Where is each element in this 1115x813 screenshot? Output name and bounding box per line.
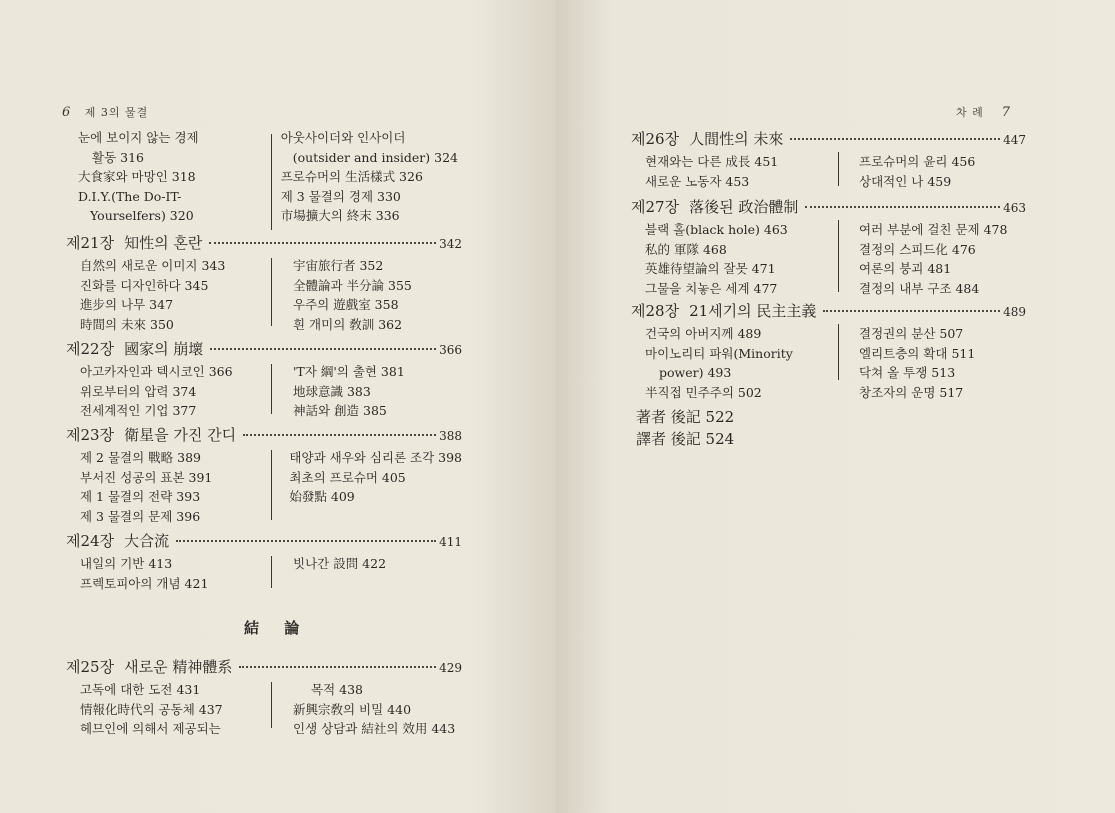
chapter-number: 제25장 — [66, 658, 115, 676]
toc-entry[interactable]: 목적 438 — [311, 682, 363, 697]
toc-entry[interactable]: 半직접 민주주의 502 — [645, 384, 762, 400]
continuation-block — [78, 126, 458, 226]
toc-entry[interactable]: 전세계적인 기업 377 — [80, 403, 197, 418]
dot-leader — [243, 434, 436, 436]
toc-entry[interactable]: 건국의 아버지께 489 — [645, 326, 762, 341]
chapter-title: 人間性의 未來 — [689, 130, 784, 148]
column-divider — [271, 450, 272, 520]
dot-leader — [823, 310, 1000, 312]
toc-entry[interactable]: 여론의 붕괴 481 — [859, 261, 952, 276]
chapter-23 — [66, 424, 462, 526]
toc-entry[interactable]: 進步의 나무 347 — [80, 297, 174, 312]
toc-entry[interactable]: 결정권의 분산 507 — [859, 326, 964, 341]
toc-entry[interactable]: 내일의 기반 413 — [80, 556, 173, 571]
chapter-22 — [66, 338, 462, 421]
toc-entry[interactable]: 닥쳐 올 투쟁 513 — [859, 365, 956, 380]
toc-entry[interactable]: 현재와는 다른 成長 451 — [645, 154, 779, 169]
toc-entry[interactable]: 창조자의 운명 517 — [859, 384, 964, 400]
toc-entry[interactable]: 최초의 프로슈머 405 — [289, 469, 406, 485]
column-divider — [838, 152, 839, 186]
toc-entry[interactable]: 눈에 보이지 않는 경제 — [78, 130, 199, 145]
chapter-title: 國家의 崩壞 — [124, 340, 204, 358]
chapter-number: 제23장 — [66, 426, 115, 444]
toc-entry[interactable]: power) 493 — [659, 365, 732, 380]
toc-entry[interactable]: 英雄待望論의 잘못 471 — [645, 261, 776, 276]
column-divider — [271, 364, 272, 414]
toc-entry[interactable]: 활동 316 — [92, 149, 144, 165]
toc-entry[interactable]: 프로슈머의 生活樣式 326 — [280, 169, 423, 184]
toc-entry[interactable]: 고독에 대한 도전 431 — [80, 682, 201, 697]
toc-entry[interactable]: 地球意識 383 — [293, 383, 371, 399]
chapter-title: 21세기의 民主主義 — [689, 302, 817, 320]
toc-entry[interactable]: 新興宗敎의 비밀 440 — [293, 701, 412, 717]
toc-entry[interactable]: 神話와 創造 385 — [293, 403, 387, 418]
chapter-heading[interactable] — [66, 232, 462, 254]
toc-entry[interactable]: 부서진 성공의 표본 391 — [80, 469, 213, 485]
toc-entry[interactable]: 흰 개미의 敎訓 362 — [293, 316, 403, 332]
chapter-title: 落後된 政治體制 — [689, 198, 799, 216]
right-page — [556, 0, 1115, 813]
chapter-page: 489 — [1003, 305, 1026, 319]
column-divider — [271, 134, 272, 230]
chapter-number: 제27장 — [631, 198, 680, 216]
chapter-page: 447 — [1003, 133, 1026, 147]
chapter-page: 388 — [439, 429, 462, 443]
translators-afterword-entry[interactable]: 譯者 後記 524 — [636, 430, 735, 448]
toc-entry[interactable]: 헤므인에 의해서 제공되는 — [80, 721, 221, 736]
toc-entry[interactable]: 새로운 노동자 453 — [645, 173, 750, 189]
column-divider — [271, 258, 272, 326]
dot-leader — [176, 540, 436, 542]
toc-entry[interactable]: 태양과 새우와 심리론 조각 398 — [289, 450, 462, 465]
toc-entry[interactable]: 'T자 綱'의 출현 381 — [293, 364, 405, 379]
toc-entry[interactable]: 엘리트층의 확대 511 — [859, 345, 976, 361]
dot-leader — [210, 348, 436, 350]
dot-leader — [209, 242, 436, 244]
toc-entry[interactable]: Yourselfers) 320 — [90, 208, 194, 223]
toc-entry[interactable]: 결정의 내부 구조 484 — [859, 280, 980, 296]
column-divider — [271, 682, 272, 728]
toc-entry[interactable]: 情報化時代의 공동체 437 — [80, 701, 223, 717]
left-running-head — [62, 104, 148, 120]
chapter-heading[interactable] — [66, 424, 462, 446]
chapter-title: 知性의 혼란 — [124, 234, 203, 252]
chapter-title: 大合流 — [124, 532, 170, 550]
toc-entry[interactable]: 결정의 스피드化 476 — [859, 241, 976, 257]
right-running-title: 차 례 — [956, 106, 984, 119]
chapter-heading[interactable] — [631, 300, 1026, 322]
toc-entry[interactable]: 제 3 물결의 문제 396 — [80, 508, 201, 524]
toc-entry[interactable]: 프로슈머의 윤리 456 — [859, 154, 976, 169]
dot-leader — [790, 138, 1000, 140]
toc-entry[interactable]: 時間의 未來 350 — [80, 316, 174, 332]
chapter-27 — [631, 196, 1026, 298]
toc-entry[interactable]: 市場擴大의 終末 336 — [280, 208, 400, 223]
left-running-title: 제 3의 물결 — [84, 106, 149, 119]
toc-entry[interactable]: 아고카자인과 텍시코인 366 — [80, 364, 233, 379]
column-divider — [271, 556, 272, 588]
chapter-26 — [631, 128, 1026, 191]
chapter-page: 411 — [439, 535, 462, 549]
toc-entry[interactable]: 상대적인 나 459 — [859, 173, 952, 189]
toc-entry[interactable]: 아웃사이더와 인사이더 — [280, 130, 406, 145]
chapter-number: 제21장 — [66, 234, 115, 252]
authors-afterword-entry[interactable]: 著者 後記 522 — [636, 408, 735, 426]
chapter-heading[interactable] — [66, 656, 462, 678]
chapter-number: 제22장 — [66, 340, 115, 358]
chapter-number: 제26장 — [631, 130, 680, 148]
right-running-head — [956, 104, 1011, 120]
chapter-heading[interactable] — [66, 338, 462, 360]
dot-leader — [805, 206, 1000, 208]
column-divider — [838, 220, 839, 292]
column-divider — [838, 324, 839, 380]
toc-entry[interactable]: 大食家와 마망인 318 — [78, 169, 196, 184]
part-title: 結 論 — [244, 619, 310, 637]
dot-leader — [239, 666, 436, 668]
toc-entry[interactable]: (outsider and insider) 324 — [292, 149, 458, 165]
chapter-heading[interactable] — [66, 530, 462, 552]
toc-entry[interactable]: 우주의 遊戲室 358 — [293, 297, 399, 312]
chapter-page: 463 — [1003, 201, 1026, 215]
left-page — [0, 0, 556, 813]
chapter-page: 366 — [439, 343, 462, 357]
chapter-heading[interactable] — [631, 196, 1026, 218]
chapter-page: 342 — [439, 237, 462, 251]
chapter-title: 새로운 精神體系 — [124, 658, 233, 676]
toc-entry[interactable]: 진화를 디자인하다 345 — [80, 277, 209, 293]
toc-entry[interactable]: D.I.Y.(The Do-IT- — [78, 188, 182, 204]
toc-entry[interactable]: 私的 軍隊 468 — [645, 241, 727, 257]
toc-entry[interactable]: 블랙 홀(black hole) 463 — [645, 222, 788, 237]
toc-entry[interactable]: 프렉토피아의 개념 421 — [80, 575, 209, 591]
toc-entry[interactable]: 마이노리티 파워(Minority — [645, 345, 793, 361]
toc-entry[interactable]: 全體論과 半分論 355 — [293, 277, 412, 293]
chapter-25 — [66, 656, 462, 739]
right-page-number: 7 — [1001, 105, 1012, 120]
toc-entry[interactable]: 여러 부분에 걸친 문제 478 — [859, 222, 1008, 237]
left-page-number: 6 — [62, 105, 72, 120]
toc-entry[interactable]: 自然의 새로운 이미지 343 — [80, 258, 226, 273]
toc-entry[interactable]: 위로부터의 압력 374 — [80, 383, 197, 399]
chapter-number: 제28장 — [631, 302, 680, 320]
chapter-21 — [66, 232, 462, 334]
toc-entry[interactable]: 빗나간 設問 422 — [293, 556, 387, 571]
chapter-title: 衛星을 가진 간디 — [124, 426, 237, 444]
chapter-heading[interactable] — [631, 128, 1026, 150]
toc-entry[interactable]: 그물을 치놓은 세계 477 — [645, 280, 778, 296]
toc-entry[interactable]: 始發點 409 — [289, 489, 355, 504]
chapter-number: 제24장 — [66, 532, 115, 550]
toc-entry[interactable]: 제 1 물결의 전략 393 — [80, 489, 201, 504]
chapter-24 — [66, 530, 462, 593]
toc-entry[interactable]: 제 3 물결의 경제 330 — [280, 188, 401, 204]
chapter-28 — [631, 300, 1026, 402]
toc-entry[interactable]: 인생 상담과 結社의 效用 443 — [293, 721, 456, 736]
toc-entry[interactable]: 제 2 물결의 戰略 389 — [80, 450, 202, 465]
chapter-page: 429 — [439, 661, 462, 675]
toc-entry[interactable]: 宇宙旅行者 352 — [293, 258, 384, 273]
